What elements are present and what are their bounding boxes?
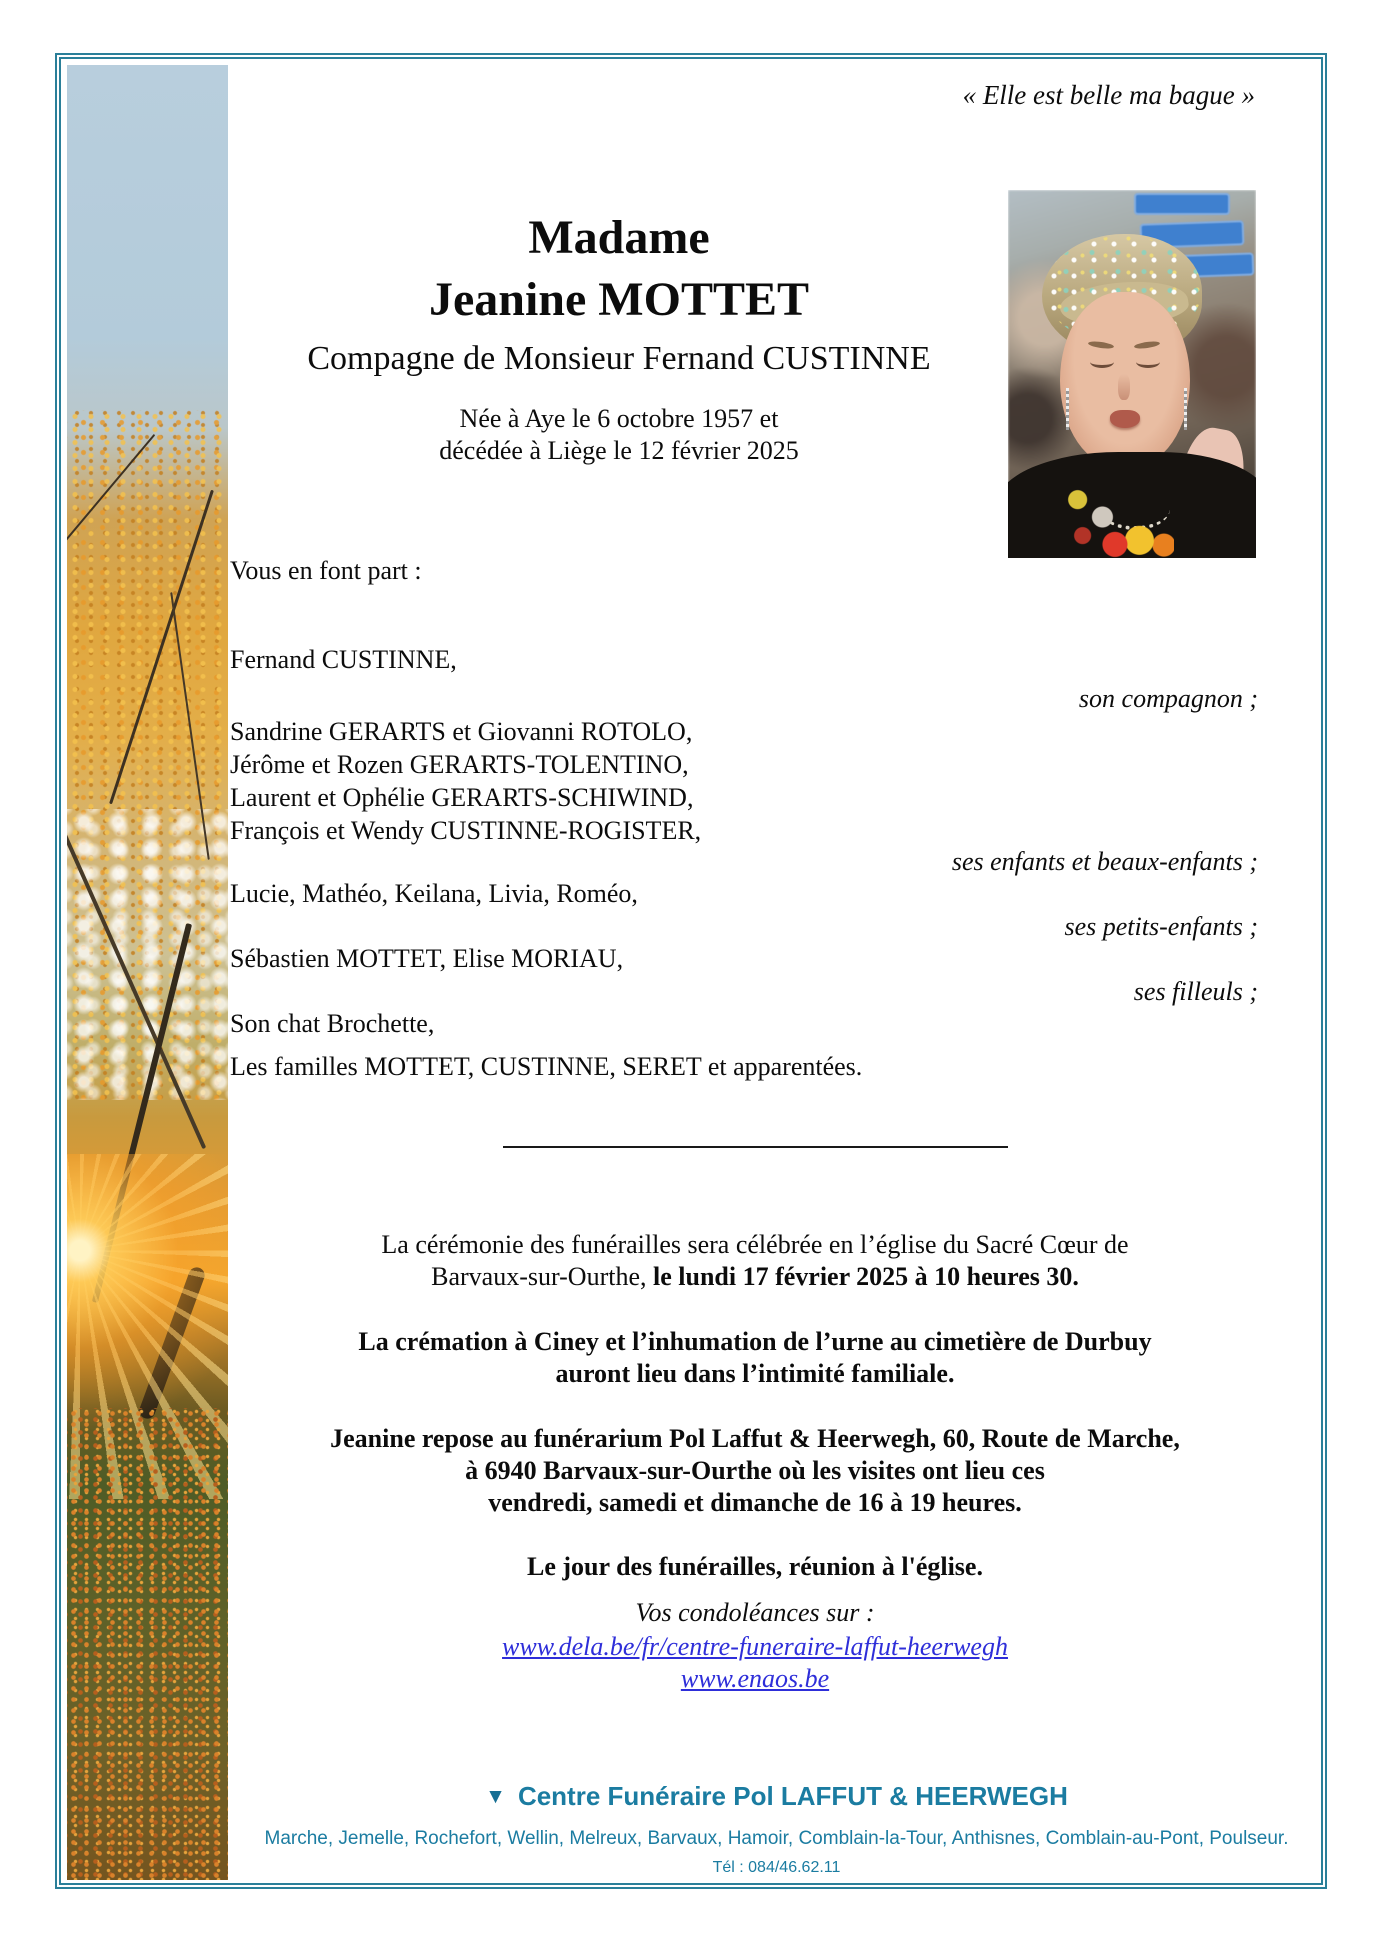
ceremony-line2-regular: Barvaux-sur-Ourthe, xyxy=(431,1262,647,1291)
triangle-icon: ▼ xyxy=(485,1785,506,1808)
relation-label: ses enfants et beaux-enfants ; xyxy=(951,847,1258,876)
condolences-link-row xyxy=(245,1664,1265,1694)
condolences-label: Vos condoléances sur : xyxy=(635,1598,875,1627)
funeral-home-name-text: Centre Funéraire Pol LAFFUT & HEERWEGH xyxy=(517,1781,1068,1811)
portrait-earring xyxy=(1184,388,1187,430)
ceremony-line2-bold: le lundi 17 février 2025 à 10 heures 30. xyxy=(653,1262,1079,1291)
portrait-earring xyxy=(1066,388,1069,430)
strip-fallen-leaves xyxy=(67,1408,228,1880)
family-name-line: Jérôme et Rozen GERARTS-TOLENTINO, xyxy=(230,750,689,779)
funeral-day-line: Le jour des funérailles, réunion à l'église. xyxy=(527,1552,983,1581)
death-line: décédée à Liège le 12 février 2025 xyxy=(439,436,799,465)
family-name-line: Sébastien MOTTET, Elise MORIAU, xyxy=(230,944,624,973)
memorial-quote: « Elle est belle ma bague » xyxy=(962,80,1255,110)
announcement-intro: Vous en font part : xyxy=(230,556,422,585)
condolences-link-enaos[interactable]: www.enaos.be xyxy=(680,1664,830,1693)
family-name-line: Sandrine GERARTS et Giovanni ROTOLO, xyxy=(230,717,693,746)
relation-label: son compagnon ; xyxy=(1078,684,1258,713)
strip-sky-gaps xyxy=(67,809,228,1099)
funeral-home-name xyxy=(232,1781,1321,1812)
portrait-flower xyxy=(1102,524,1174,558)
ceremony-line1: La cérémonie des funérailles sera célébrée en l’église du Sacré Cœur de xyxy=(381,1230,1129,1259)
autumn-photo-strip xyxy=(67,65,228,1880)
repose-line2: à 6940 Barvaux-sur-Ourthe où les visites ont lieu ces xyxy=(465,1456,1045,1485)
section-divider xyxy=(503,1146,1008,1148)
portrait-eye xyxy=(1090,356,1114,368)
cremation-line2: auront lieu dans l’intimité familiale. xyxy=(555,1359,955,1388)
condolences-link-row xyxy=(245,1632,1265,1662)
portrait-road-sign xyxy=(1134,193,1230,215)
cremation-line1: La crémation à Ciney et l’inhumation de l’urne au cimetière de Durbuy xyxy=(358,1327,1152,1356)
repose-line1: Jeanine repose au funérarium Pol Laffut & Heerwegh, 60, Route de Marche, xyxy=(330,1424,1180,1453)
ceremony-line2 xyxy=(245,1262,1265,1292)
birth-line: Née à Aye le 6 octobre 1957 et xyxy=(459,404,779,433)
condolences-link-dela[interactable]: www.dela.be/fr/centre-funeraire-laffut-heerwegh xyxy=(502,1632,1008,1661)
family-name-line: Lucie, Mathéo, Keilana, Livia, Roméo, xyxy=(230,879,638,908)
portrait-lips xyxy=(1110,410,1140,428)
subtitle-companion: Compagne de Monsieur Fernand CUSTINNE xyxy=(307,340,931,377)
family-name-line: François et Wendy CUSTINNE-ROGISTER, xyxy=(230,816,702,845)
family-name-line: Les familles MOTTET, CUSTINNE, SERET et apparentées. xyxy=(230,1052,863,1081)
portrait-nose xyxy=(1118,374,1130,400)
funeral-home-phone: Tél : 084/46.62.11 xyxy=(712,1859,841,1876)
family-name-line: Laurent et Ophélie GERARTS-SCHIWIND, xyxy=(230,783,694,812)
funeral-home-locations: Marche, Jemelle, Rochefort, Wellin, Melreux, Barvaux, Hamoir, Comblain-la-Tour, Anthisnes, Comblain-au-Pont, Poulseur. xyxy=(264,1828,1289,1849)
title-madame: Madame xyxy=(528,211,710,264)
relation-label: ses petits-enfants ; xyxy=(1064,912,1258,941)
family-name-line: Fernand CUSTINNE, xyxy=(230,645,457,674)
relation-label: ses filleuls ; xyxy=(1133,977,1258,1006)
family-name-line: Son chat Brochette, xyxy=(230,1009,435,1038)
repose-line3: vendredi, samedi et dimanche de 16 à 19 heures. xyxy=(488,1488,1022,1517)
portrait-photo xyxy=(1008,190,1256,558)
deceased-name: Jeanine MOTTET xyxy=(428,273,810,326)
portrait-eye xyxy=(1136,356,1160,368)
